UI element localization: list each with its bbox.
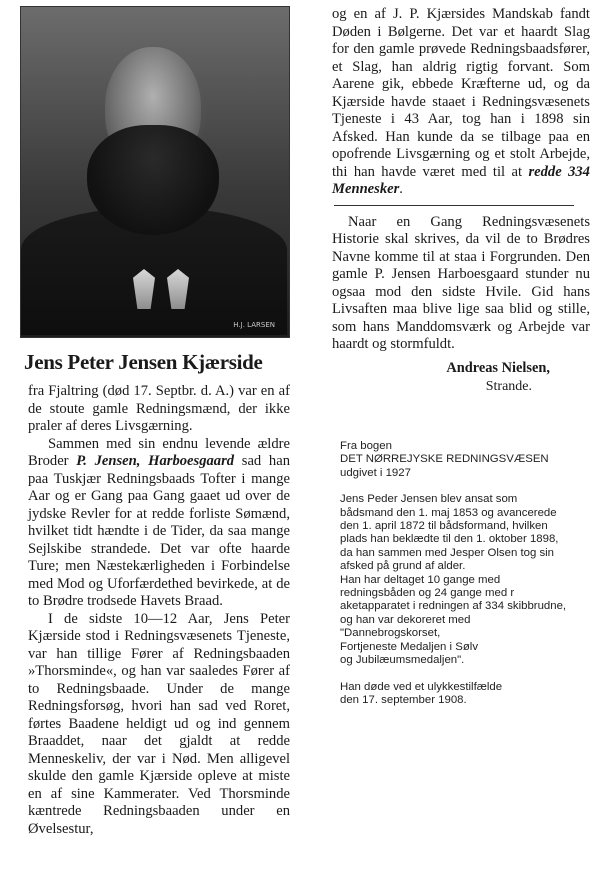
note-line: Fra bogen — [340, 440, 392, 452]
author-signature: Andreas Nielsen, — [446, 359, 550, 376]
note-line: Fortjeneste Medaljen i Sølv — [340, 640, 479, 653]
divider — [334, 205, 574, 206]
note-line: aketapparatet i redningen af 334 skibbrudne, — [340, 600, 567, 613]
article-paragraph — [28, 436, 290, 611]
text-run: Sammen med sin endnu levende ældre Broder — [28, 435, 290, 469]
note-line: udgivet i 1927 — [340, 466, 411, 479]
text-run: sad han paa Tuskjær Redningsbaads Tofter i mange Aar og er Gang paa Gang gaaet ud over de jydske Revler for at redde forliste Sømænd, hvilket tidt hændte i de Tider, da saa mange Sejlskibe strandede. Det var ofte haarde Ture; men Næstekærligheden i Forbindelse med Mod og Uforfærdethed bevirkede, at de to Brødre trodsede Havets Braad. — [28, 453, 290, 609]
author-place: Strande. — [485, 378, 532, 394]
portrait-beard — [87, 125, 219, 235]
note-line: plads han beklædte til den 1. oktober 1898, — [340, 533, 559, 546]
article-paragraph: Naar en Gang Redningsvæsenets Historie skal skrives, da vil de to Brødres Navne komme til at staa i Forgrunden. Den gamle P. Jensen Harboesgaard stunder nu ogsaa mod den sidste Hvile. Gid hans Livsaften maa blive lige saa blid og stille, som hans Manddomsværk og Arbejde var haardt og stormfuldt. — [332, 213, 590, 352]
article-paragraph: fra Fjaltring (død 17. Septbr. d. A.) var en af de stoute gamle Redningsmænd, der ikke praler af deres Livsgærning. — [28, 383, 290, 434]
note-line: den 17. september 1908. — [340, 693, 467, 706]
rescue-count: redde 334 Mennesker — [332, 163, 590, 197]
note-line: da han sammen med Jesper Olsen tog sin — [340, 546, 555, 559]
article-paragraph: I de sidste 10—12 Aar, Jens Peter Kjærside stod i Redningsvæsenets Tjeneste, var han tillige Fører af Redningsbaaden »Thorsminde«, og han var saaledes Fører af to Redningsbaade. Under de mange Redningsforsøg, hvori han sad ved Roret, førtes Baadene heldigt ud og ind gennem Braaddet, naar det gjaldt at redde Menneskeliv, der var i Nød. Men alligevel skulde den gamle Kjærside opleve at miste en af sine Kammerater. Ved Thorsminde kæntrede Redningsbaaden under en Øvelsestur, — [28, 610, 290, 837]
text-run: og en af J. P. Kjærsides Mandskab fandt Døden i Bølgerne. Det var et haardt Slag for den gamle prøvede Redningsbaadsfører, et Slag, han aldrig rigtig forvant. Som Aarene gik, ebbede Kræfterne ud, og da Kjærside havde staaet i Redningsvæsenets Tjeneste i 43 Aar, tog han i 1898 sin Afsked. Han kunde da se tilbage paa en opofrende Livsgærning og et stolt Arbejde, thi han havde været med til at — [332, 6, 590, 180]
article-left-text — [28, 383, 290, 838]
note-line: Jens Peder Jensen blev ansat som — [340, 493, 518, 506]
note-line: redningsbåden og 24 gange med r — [340, 587, 515, 600]
note-line: den 1. april 1872 til bådsformand, hvilken — [340, 520, 548, 533]
right-column — [318, 6, 590, 395]
portrait-photo — [20, 6, 290, 338]
note-line: og Jubilæumsmedaljen". — [340, 654, 465, 667]
photo-credit: H.J. LARSEN — [233, 321, 275, 329]
brother-name: P. Jensen, Harboesgaard — [76, 453, 235, 469]
note-line: Han har deltaget 10 gange med — [340, 573, 501, 586]
note-line: og han var dekoreret med — [340, 613, 471, 626]
text-run: . — [399, 181, 403, 197]
article-right-text — [332, 6, 590, 199]
article-title: Jens Peter Jensen Kjærside — [24, 350, 263, 374]
note-line: Han døde ved et ulykkestilfælde — [340, 680, 503, 693]
article-closing-text — [332, 214, 590, 354]
annotation-note — [340, 440, 595, 707]
note-line: "Dannebrogskorset, — [340, 627, 441, 640]
note-line: DET NØRREJYSKE REDNINGSVÆSEN — [340, 453, 549, 466]
left-column — [10, 6, 310, 838]
note-line: bådsmand den 1. maj 1853 og avancerede — [340, 506, 557, 519]
note-line: afsked på grund af alder. — [340, 560, 466, 573]
article-paragraph — [332, 6, 590, 199]
